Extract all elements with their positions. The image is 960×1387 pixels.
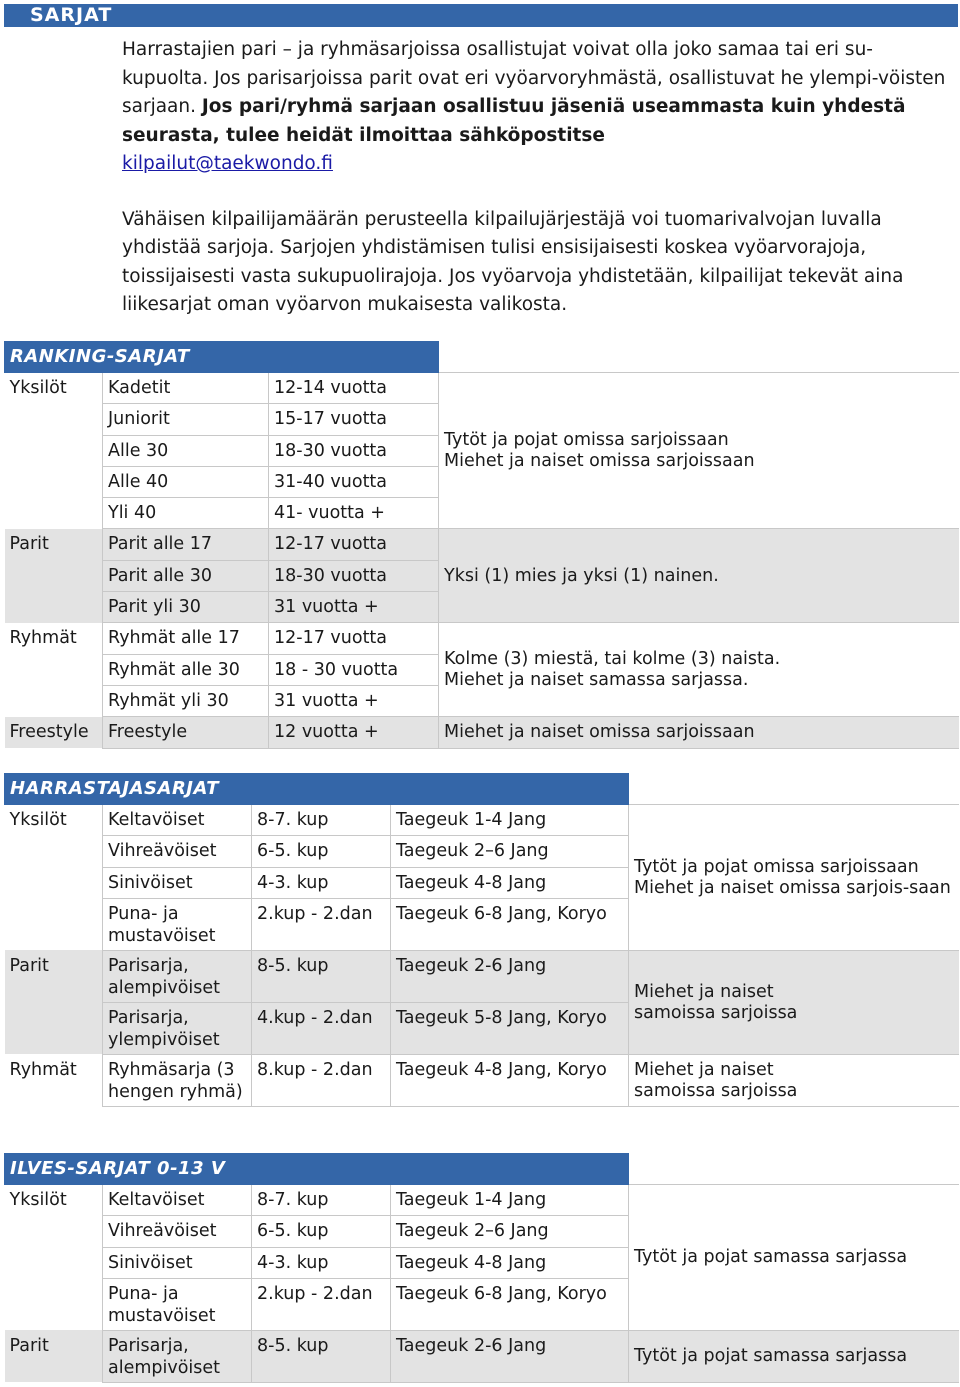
table-cell: 4.kup - 2.dan: [252, 1002, 391, 1054]
table-cell: Keltavöiset: [103, 805, 252, 836]
section-header: HARRASTAJASARJAT: [5, 774, 629, 805]
section-header-row: [5, 774, 959, 805]
table-row: [5, 623, 959, 654]
intro-text: [122, 36, 954, 347]
section-header-row: [5, 1154, 959, 1185]
table-cell: Taegeuk 4-8 Jang: [391, 867, 629, 898]
section-header: RANKING-SARJAT: [5, 342, 439, 373]
group-label: Ryhmät: [5, 1054, 103, 1106]
ilves-table: [4, 1153, 959, 1383]
table-cell: 2.kup - 2.dan: [252, 898, 391, 950]
table-cell: Juniorit: [103, 404, 269, 435]
table-cell: Taegeuk 1-4 Jang: [391, 805, 629, 836]
table-cell: Alle 40: [103, 466, 269, 497]
table-cell: Puna- ja mustavöiset: [103, 898, 252, 950]
table-row: [5, 1185, 959, 1216]
table-cell: Taegeuk 1-4 Jang: [391, 1185, 629, 1216]
table-cell: 8-7. kup: [252, 805, 391, 836]
table-cell: 18 - 30 vuotta: [269, 654, 439, 685]
table-cell: Vihreävöiset: [103, 1216, 252, 1247]
table-cell: 8.kup - 2.dan: [252, 1054, 391, 1106]
group-description: Miehet ja naiset samoissa sarjoissa: [629, 950, 959, 1054]
header-spacer: [629, 1154, 959, 1185]
harrastaja-table: [4, 773, 959, 1107]
table-cell: 15-17 vuotta: [269, 404, 439, 435]
group-label: Ryhmät: [5, 623, 103, 717]
group-description: Tytöt ja pojat samassa sarjassa: [629, 1185, 959, 1331]
section-header-row: [5, 342, 959, 373]
intro-plain-text: Harrastajien pari – ja ryhmäsarjoissa osallistujat voivat olla joko samaa tai eri su-kupuolta. Jos parisarjoissa parit ovat eri vyöarvoryhmästä, osallistuvat he ylempi-vöisten sarjaan.: [122, 39, 946, 117]
table-cell: 31-40 vuotta: [269, 466, 439, 497]
table-cell: 18-30 vuotta: [269, 435, 439, 466]
table-cell: 8-5. kup: [252, 950, 391, 1002]
table-cell: 12-17 vuotta: [269, 623, 439, 654]
table-cell: Freestyle: [103, 717, 269, 748]
table-cell: 41- vuotta +: [269, 498, 439, 529]
table-cell: 12-14 vuotta: [269, 373, 439, 404]
table-row: [5, 529, 959, 560]
group-description: Tytöt ja pojat omissa sarjoissaan Miehet ja naiset omissa sarjois-saan: [629, 805, 959, 951]
intro-paragraph-1: [122, 36, 954, 179]
table-cell: 6-5. kup: [252, 836, 391, 867]
header-spacer: [439, 342, 959, 373]
table-cell: Taegeuk 4-8 Jang: [391, 1247, 629, 1278]
group-label: Yksilöt: [5, 373, 103, 529]
group-description: Miehet ja naiset samoissa sarjoissa: [629, 1054, 959, 1106]
table-cell: Ryhmät yli 30: [103, 685, 269, 716]
table-cell: Kadetit: [103, 373, 269, 404]
table-cell: 2.kup - 2.dan: [252, 1278, 391, 1330]
section-header: ILVES-SARJAT 0-13 V: [5, 1154, 629, 1185]
table-cell: Sinivöiset: [103, 1247, 252, 1278]
table-cell: Vihreävöiset: [103, 836, 252, 867]
table-row: [5, 1054, 959, 1106]
page-title: SARJAT: [4, 4, 958, 27]
table-cell: Parisarja, alempivöiset: [103, 950, 252, 1002]
table-cell: Alle 30: [103, 435, 269, 466]
table-cell: Parit alle 30: [103, 560, 269, 591]
header-spacer: [629, 774, 959, 805]
table-cell: Taegeuk 4-8 Jang, Koryo: [391, 1054, 629, 1106]
table-cell: Parit yli 30: [103, 592, 269, 623]
table-cell: Parisarja, alempivöiset: [103, 1330, 252, 1382]
table-cell: Taegeuk 6-8 Jang, Koryo: [391, 1278, 629, 1330]
table-cell: Parit alle 17: [103, 529, 269, 560]
table-cell: Taegeuk 2-6 Jang: [391, 950, 629, 1002]
table-cell: Taegeuk 5-8 Jang, Koryo: [391, 1002, 629, 1054]
group-label: Yksilöt: [5, 1185, 103, 1331]
group-description: Kolme (3) miestä, tai kolme (3) naista. Miehet ja naiset samassa sarjassa.: [439, 623, 959, 717]
group-label: Parit: [5, 1330, 103, 1382]
table-cell: 8-5. kup: [252, 1330, 391, 1382]
table-cell: 6-5. kup: [252, 1216, 391, 1247]
table-cell: 12-17 vuotta: [269, 529, 439, 560]
table-cell: 31 vuotta +: [269, 592, 439, 623]
table-row: [5, 373, 959, 404]
group-label: Freestyle: [5, 717, 103, 748]
table-cell: Taegeuk 2–6 Jang: [391, 836, 629, 867]
table-cell: Puna- ja mustavöiset: [103, 1278, 252, 1330]
table-cell: 31 vuotta +: [269, 685, 439, 716]
table-row: [5, 717, 959, 748]
table-cell: 8-7. kup: [252, 1185, 391, 1216]
group-description: Tytöt ja pojat omissa sarjoissaan Miehet ja naiset omissa sarjoissaan: [439, 373, 959, 529]
group-label: Parit: [5, 529, 103, 623]
intro-bold-text: Jos pari/ryhmä sarjaan osallistuu jäseniä useammasta kuin yhdestä seurasta, tulee heidät ilmoittaa sähköpostitse: [122, 96, 906, 146]
group-label: Parit: [5, 950, 103, 1054]
intro-paragraph-2: Vähäisen kilpailijamäärän perusteella kilpailujärjestäjä voi tuomarivalvojan luvalla yhdistää sarjoja. Sarjojen yhdistämisen tulisi ensisijaisesti koskea vyöarvorajoja, toissijaisesti vasta sukupuolirajoja. Jos vyöarvoja yhdistetään, kilpailijat tekevät aina liikesarjat oman vyöarvon mukaisesta valikosta.: [122, 208, 904, 315]
table-cell: Yli 40: [103, 498, 269, 529]
table-cell: Taegeuk 6-8 Jang, Koryo: [391, 898, 629, 950]
group-description: Yksi (1) mies ja yksi (1) nainen.: [439, 529, 959, 623]
table-row: [5, 805, 959, 836]
table-cell: Taegeuk 2-6 Jang: [391, 1330, 629, 1382]
email-link[interactable]: kilpailut@taekwondo.fi: [122, 153, 333, 174]
table-cell: Ryhmät alle 30: [103, 654, 269, 685]
table-cell: Ryhmäsarja (3 hengen ryhmä): [103, 1054, 252, 1106]
table-cell: 12 vuotta +: [269, 717, 439, 748]
table-cell: Ryhmät alle 17: [103, 623, 269, 654]
table-cell: Parisarja, ylempivöiset: [103, 1002, 252, 1054]
table-cell: Keltavöiset: [103, 1185, 252, 1216]
table-row: [5, 1330, 959, 1382]
group-label: Yksilöt: [5, 805, 103, 951]
table-cell: 4-3. kup: [252, 1247, 391, 1278]
ranking-table: [4, 341, 959, 749]
table-cell: Taegeuk 2–6 Jang: [391, 1216, 629, 1247]
table-row: [5, 950, 959, 1002]
table-cell: 4-3. kup: [252, 867, 391, 898]
group-description: Tytöt ja pojat samassa sarjassa: [629, 1330, 959, 1382]
group-description: Miehet ja naiset omissa sarjoissaan: [439, 717, 959, 748]
table-cell: Sinivöiset: [103, 867, 252, 898]
table-cell: 18-30 vuotta: [269, 560, 439, 591]
